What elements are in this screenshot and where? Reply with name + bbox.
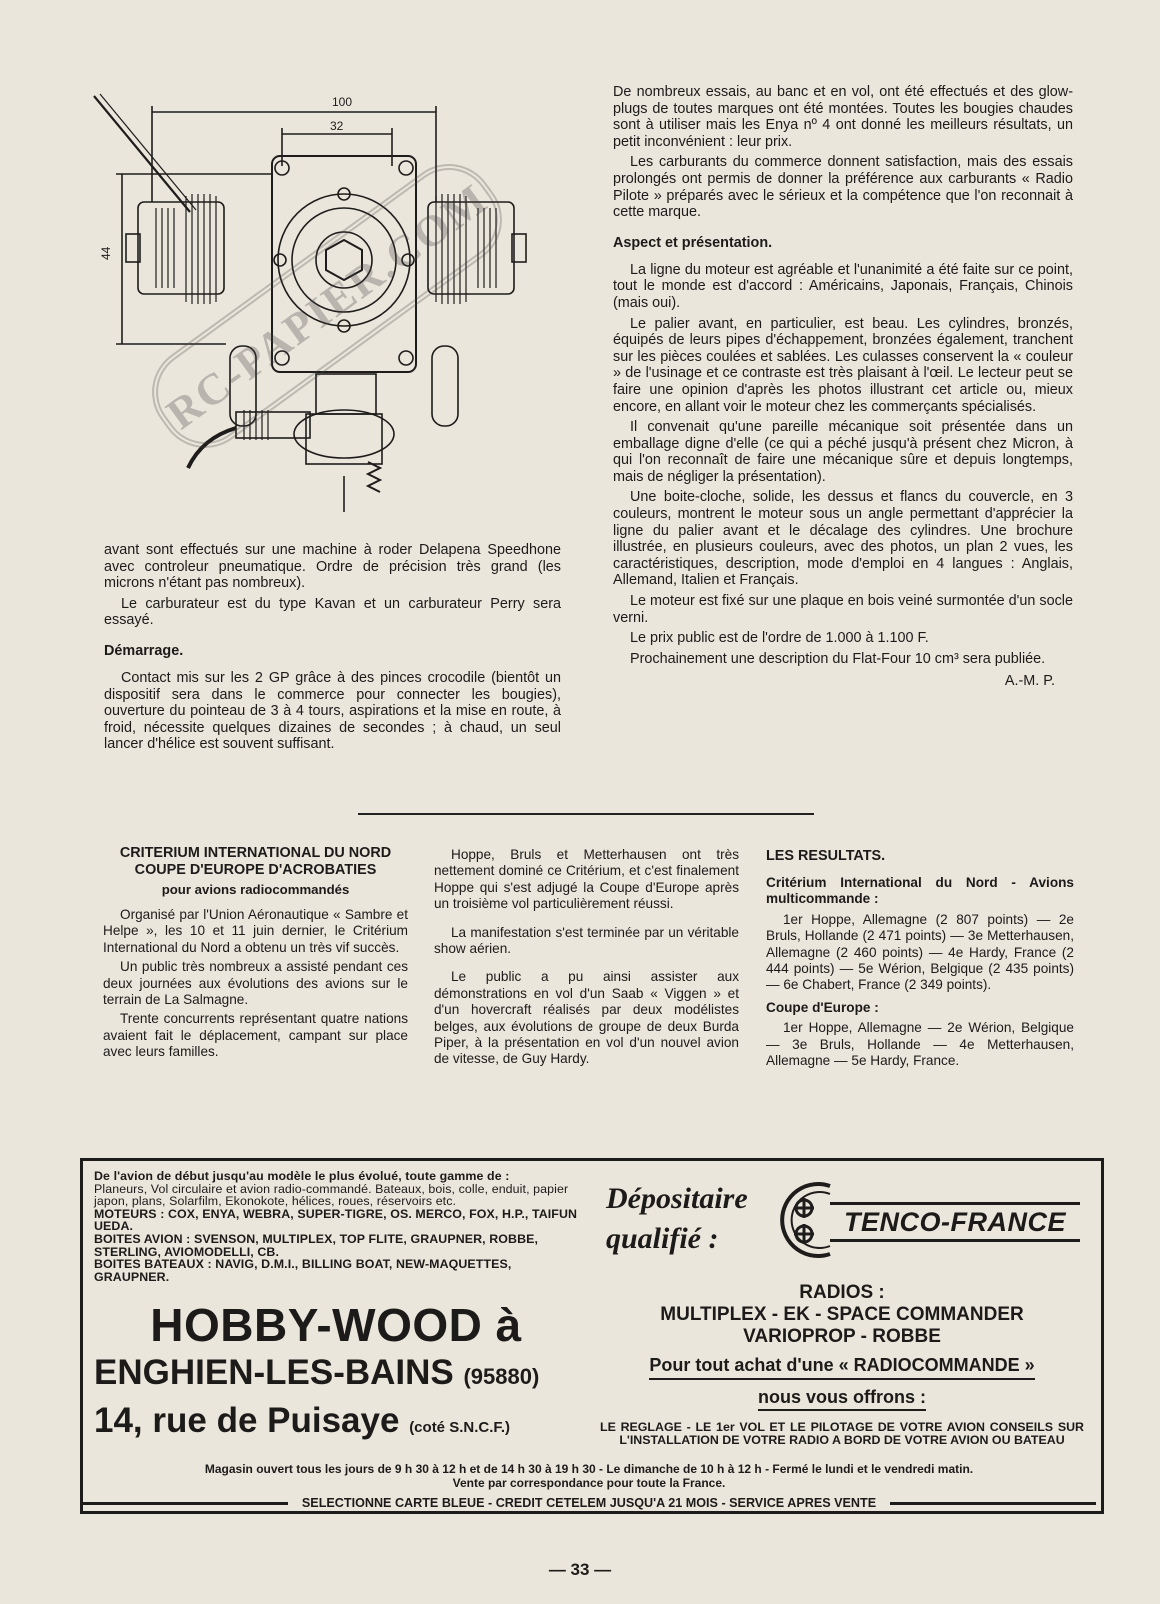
hobby-wood-city [94,1351,578,1399]
radios-line-2: VARIOPROP - ROBBE [743,1326,941,1347]
results-title: LES RESULTATS. [766,848,886,864]
article-left-column [104,542,561,753]
mail-order: Vente par correspondance pour toute la France. [452,1476,726,1490]
criterium-title: CRITERIUM INTERNATIONAL DU NORD [119,845,392,861]
dim-44-label: 44 [99,246,113,260]
hobby-wood-ad [94,1170,578,1450]
offrons-line: nous vous offrons : [758,1386,926,1411]
ad-bateaux: NAVIG, D.M.I., BILLING BOAT, NEW-MAQUETTES, GRAUPNER. [94,1257,512,1284]
results-column [766,847,1074,1069]
ad-moteurs: COX, ENYA, WEBRA, SUPER-TIGRE, OS. MERCO, FOX, H.P., TAIFUN UEDA. [94,1206,578,1234]
hobby-wood-city-name: ENGHIEN-LES-BAINS [94,1353,454,1393]
criterium-paragraph: La manifestation s'est terminée par un véritable show aérien. [434,924,739,957]
footer-rule-right [890,1502,1096,1505]
radios-line-1: MULTIPLEX - EK - SPACE COMMANDER [660,1304,1024,1325]
hobby-wood-postcode: (95880) [463,1364,540,1390]
article-paragraph: De nombreux essais, au banc et en vol, ont été effectués et des glow-plugs de toutes marques ont été montées. Toutes les bougies chaudes sont à utiliser mais les Enya nº 4 ont donné les meilleurs résultats, un petit inconvénient : leur prix. [613,84,1073,150]
criterium-paragraph: Hoppe, Bruls et Metterhausen ont très nettement dominé ce Critérium, et c'est finalement Hoppe qui s'est adjugé la Coupe d'Europe après un troisième vol particulièrement réussi. [434,847,739,912]
section-heading-demarrage: Démarrage. [104,642,184,659]
criterium-paragraph: Le public a pu ainsi assister aux démonstrations en vol d'un Saab « Viggen » et d'un hovercraft réalisés par deux modélistes belges, aux évolutions de groupe de deux Burda Piper, à la présentation en vol d'un nouvel avion de vitesse, de Guy Hardy. [434,969,739,1067]
depositaire-text: Dépositaire [606,1182,748,1215]
article-paragraph: Une boite-cloche, solide, les dessus et flancs du couvercle, en 3 couleurs, montrent le moteur sous un angle permettant d'apprécier la ligne du palier avant et le décalage des cylindres. Une brochure illustrée, en plusieurs couleurs, avec des photos, un plan 2 vues, les caractéristiques, description, mode d'emploi en 4 langues : Anglais, Allemand, Italien et Français. [613,489,1073,589]
criterium-paragraph: Organisé par l'Union Aéronautique « Sambre et Helpe », les 10 et 11 juin dernier, le Critérium International du Nord a obtenu un très vif succès. [103,907,408,955]
depositaire-script [606,1182,748,1256]
article-paragraph: Prochainement une description du Flat-Four 10 cm³ sera publiée. [630,650,1046,667]
ad-avion: SVENSON, MULTIPLEX, TOP FLITE, GRAUPNER, ROBBE, STERLING, AVIOMODELLI, CB. [94,1231,539,1259]
page-number: — 33 — [548,1560,612,1579]
hobby-wood-product-list [94,1170,578,1283]
watermark-text: RC-PAPIER.COM [157,173,497,439]
criterium-column-2 [434,847,739,1068]
results-criterium-list: 1er Hoppe, Allemagne (2 807 points) — 2e Bruls, Hollande (2 471 points) — 3e Metterhausen, Allemagne (2 460 points) — 4e Hardy, France (2 444 points) — 5e Wérion, Belgique (2 435 points) — 6e Chabert, France (2 349 points). [766,911,1074,993]
radios-heading: RADIOS : [799,1282,885,1303]
ad-intro: De l'avion de début jusqu'au modèle le plus évolué, toute gamme de : [94,1169,510,1183]
footer-rule-left [82,1502,288,1505]
criterium-title-2: COUPE D'EUROPE D'ACROBATIES [134,862,377,878]
article-paragraph: Contact mis sur les 2 GP grâce à des pinces crocodile (bientôt un dispositif sera dans le commerce pour connecter les bougies), ouverture du pointeau de 3 à 4 tours, aspirations et la mise en route, à froid, nécessite quelques dizaines de secondes ; à chaud, un seul lancer d'hélice est souvent suffisant. [104,669,561,753]
tenco-radios-block [600,1282,1084,1446]
section-divider [358,813,814,815]
results-subheading-coupe: Coupe d'Europe : [766,999,879,1015]
article-paragraph: La ligne du moteur est agréable et l'unanimité a été faite sur ce point, tout le monde est d'accord : Américains, Japonais, Français, Chinois (mais oui). [613,261,1073,311]
offer-line: Pour tout achat d'une « RADIOCOMMANDE » [649,1354,1034,1380]
hobby-wood-street [94,1399,578,1450]
results-subheading-criterium: Critérium International du Nord - Avions multicommande : [766,875,1074,907]
dim-100-label: 100 [332,95,353,109]
dim-32-label: 32 [330,119,344,133]
ad-avion-label: BOITES AVION : [94,1231,191,1246]
ad-moteurs-label: MOTEURS : [94,1206,165,1221]
article-paragraph: Les carburants du commerce donnent satisfaction, mais des essais prolongés ont permis de donner la préférence aux carburants « Radio Pilote » préparés avec le sérieux et la compétence que l'on reconnait à cette marque. [613,154,1073,221]
qualifie-text: qualifié : [606,1222,719,1255]
ad-footer [88,1462,1090,1490]
ad-bateaux-label: BOITES BATEAUX : [94,1257,212,1272]
article-right-column [613,84,1073,690]
section-heading-aspect: Aspect et présentation. [613,234,773,251]
article-paragraph: avant sont effectués sur une machine à roder Delapena Speedhone avec controleur pneumatique. Ordre de précision très grand (les microns n'étant pas nombreux). [104,542,561,592]
criterium-column-1 [103,845,408,1061]
hobby-wood-name [94,1299,578,1351]
tenco-brand: TENCO-FRANCE [830,1202,1080,1242]
hobby-wood-street-name: 14, rue de Puisaye [94,1401,400,1441]
article-paragraph: Le carburateur est du type Kavan et un carburateur Perry sera essayé. [104,595,561,629]
ad-items: Planeurs, Vol circulaire et avion radio-commandé. Bateaux, bois, colle, enduit, papier japon, plans, Solarfilm, Ekonokote, hélices, roues, réservoirs etc. [94,1181,569,1209]
article-paragraph: Le prix public est de l'ordre de 1.000 à 1.100 F. [630,630,929,647]
hobby-wood-title: HOBBY-WOOD à [150,1299,522,1352]
shop-hours: Magasin ouvert tous les jours de 9 h 30 à 12 h et de 14 h 30 à 19 h 30 - Le dimanche de 10 h à 12 h - Fermé le lundi et le vendredi matin. [204,1462,974,1476]
article-paragraph: Il convenait qu'une pareille mécanique soit présentée dans un emballage digne d'elle (ce qui a péché jusqu'à présent chez Micron, à qui l'on reconnaît de faire une mécanique sûre et depuis longtemps, mais de négliger la présentation). [613,419,1073,485]
criterium-subtitle: pour avions radiocommandés [161,882,350,897]
article-paragraph: Le moteur est fixé sur une plaque en bois veiné surmontée d'un socle verni. [613,593,1073,626]
criterium-paragraph: Trente concurrents représentant quatre nations avaient fait le déplacement, campant sur place avec leurs familles. [103,1011,408,1060]
author-signature: A.-M. P. [1004,673,1055,690]
ad-footer-services [82,1496,1096,1510]
services-text: LE REGLAGE - LE 1er VOL ET LE PILOTAGE DE VOTRE AVION CONSEILS SUR L'INSTALLATION DE VOTRE RADIO A BORD DE VOTRE AVION OU BATEAU [600,1420,1084,1447]
criterium-paragraph: Un public très nombreux a assisté pendant ces deux journées aux évolutions des avions sur le terrain de La Salmagne. [103,959,408,1008]
hobby-wood-street-note: (coté S.N.C.F.) [409,1419,511,1437]
article-paragraph: Le palier avant, en particulier, est beau. Les cylindres, bronzés, équipés de leurs pipes d'échappement, bronzées également, tranchent sur les pièces coulées et sablées. Les culasses conservent la « couleur » de l'usinage et ce contraste est très plaisant à l'œil. Le lecteur peut se faire une opinion d'après les photos illustrant cet article ou, mieux encore, en allant voir le moteur chez les commerçants spécialisés. [613,315,1073,415]
engine-drawing [86,84,566,524]
results-coupe-list: 1er Hoppe, Allemagne — 2e Wérion, Belgique — 3e Bruls, Hollande — 4e Metterhausen, Allemagne — 5e Hardy, France. [766,1020,1074,1069]
footer-services-text: SELECTIONNE CARTE BLEUE - CREDIT CETELEM JUSQU'A 21 MOIS - SERVICE APRES VENTE [301,1496,877,1510]
